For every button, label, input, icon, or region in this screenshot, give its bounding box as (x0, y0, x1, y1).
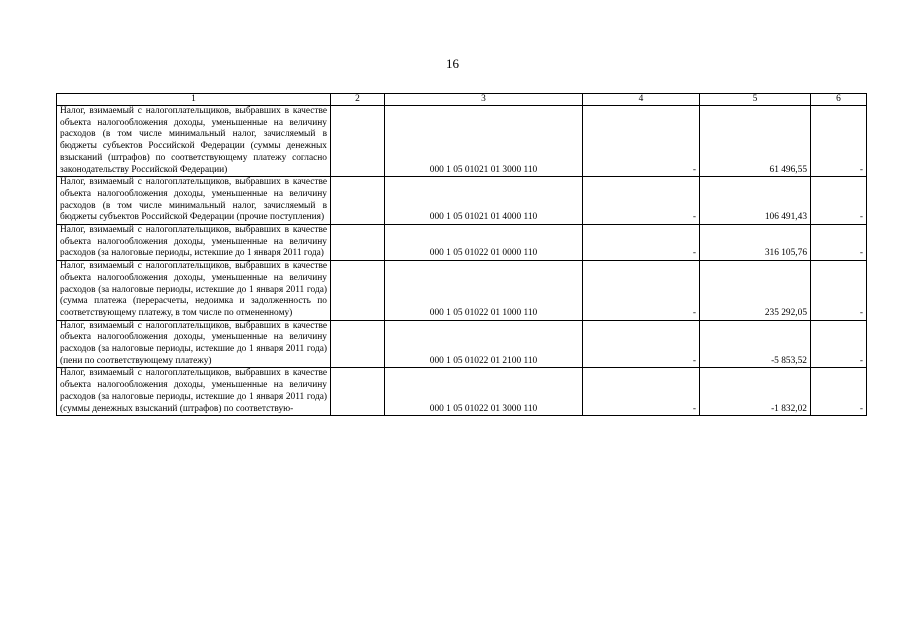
plan-cell: - (583, 368, 700, 416)
revenue-table (56, 93, 867, 416)
plan-cell: - (583, 106, 700, 177)
percent-cell: - (811, 106, 867, 177)
budget-code-cell: 000 1 05 01021 01 3000 110 (385, 106, 583, 177)
column-2-cell (331, 261, 385, 321)
plan-cell: - (583, 261, 700, 321)
page-number: 16 (446, 56, 459, 71)
column-number: 2 (331, 94, 385, 106)
percent-cell: - (811, 225, 867, 261)
revenue-name-cell: Налог, взимаемый с налогоплательщиков, выбравших в качестве объекта налогообложения доходы, уменьшенные на величину расходов (за налоговые периоды, истекшие до 1 января 2011 года) (суммы денежных взысканий (штрафов) по соответствую- (57, 368, 331, 416)
column-2-cell (331, 106, 385, 177)
revenue-name-cell: Налог, взимаемый с налогоплательщиков, выбравших в качестве объекта налогообложения доходы, уменьшенные на величину расходов (в том числе минимальный налог, зачисляемый в бюджеты субъектов Российской Федерации (суммы денежных взысканий (штрафов) по соответствующему платежу согласно законодательству Российской Федерации) (57, 106, 331, 177)
executed-amount-cell: -5 853,52 (700, 320, 811, 368)
column-number: 3 (385, 94, 583, 106)
budget-code-cell: 000 1 05 01021 01 4000 110 (385, 177, 583, 225)
executed-amount-cell: 106 491,43 (700, 177, 811, 225)
executed-amount-cell: 235 292,05 (700, 261, 811, 321)
table-row (57, 368, 867, 416)
column-2-cell (331, 177, 385, 225)
revenue-name-cell: Налог, взимаемый с налогоплательщиков, выбравших в качестве объекта налогообложения доходы, уменьшенные на величину расходов (за налоговые периоды, истекшие до 1 января 2011 года) (сумма платежа (перерасчеты, недоимка и задолженность по соответствующему платежу, в том числе по отмененному) (57, 261, 331, 321)
budget-code-cell: 000 1 05 01022 01 2100 110 (385, 320, 583, 368)
budget-code-cell: 000 1 05 01022 01 1000 110 (385, 261, 583, 321)
column-number: 4 (583, 94, 700, 106)
executed-amount-cell: -1 832,02 (700, 368, 811, 416)
plan-cell: - (583, 320, 700, 368)
percent-cell: - (811, 261, 867, 321)
column-number-row (57, 94, 867, 106)
table-row (57, 261, 867, 321)
revenue-name-cell: Налог, взимаемый с налогоплательщиков, выбравших в качестве объекта налогообложения доходы, уменьшенные на величину расходов (за налоговые периоды, истекшие до 1 января 2011 года) (57, 225, 331, 261)
column-2-cell (331, 225, 385, 261)
table-row (57, 177, 867, 225)
revenue-name-cell: Налог, взимаемый с налогоплательщиков, выбравших в качестве объекта налогообложения доходы, уменьшенные на величину расходов (в том числе минимальный налог, зачисляемый в бюджеты субъектов Российской Федерации (прочие поступления) (57, 177, 331, 225)
percent-cell: - (811, 368, 867, 416)
budget-code-cell: 000 1 05 01022 01 0000 110 (385, 225, 583, 261)
column-number: 1 (57, 94, 331, 106)
executed-amount-cell: 61 496,55 (700, 106, 811, 177)
plan-cell: - (583, 225, 700, 261)
revenue-name-cell: Налог, взимаемый с налогоплательщиков, выбравших в качестве объекта налогообложения доходы, уменьшенные на величину расходов (за налоговые периоды, истекшие до 1 января 2011 года) (пени по соответствующему платежу) (57, 320, 331, 368)
column-number: 5 (700, 94, 811, 106)
budget-code-cell: 000 1 05 01022 01 3000 110 (385, 368, 583, 416)
column-number: 6 (811, 94, 867, 106)
plan-cell: - (583, 177, 700, 225)
column-2-cell (331, 368, 385, 416)
table-row (57, 320, 867, 368)
percent-cell: - (811, 320, 867, 368)
column-2-cell (331, 320, 385, 368)
table-row (57, 225, 867, 261)
executed-amount-cell: 316 105,76 (700, 225, 811, 261)
percent-cell: - (811, 177, 867, 225)
table-row (57, 106, 867, 177)
